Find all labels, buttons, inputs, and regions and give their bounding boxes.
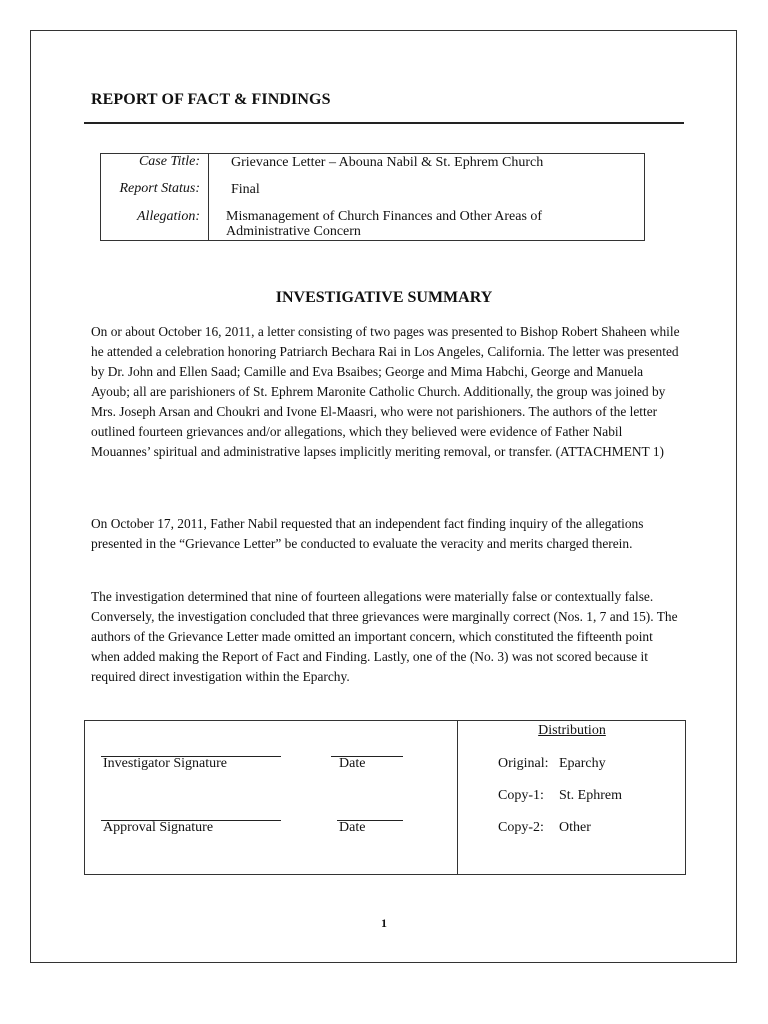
approval-signature-label: Approval Signature [103,820,214,835]
case-info-table [100,153,645,241]
investigator-signature-label: Investigator Signature [103,756,228,771]
allegation-value-continued: Administrative Concern [226,224,361,239]
signature-box-divider [457,721,458,874]
signature-distribution-box [84,720,686,875]
title-rule [84,122,684,124]
allegation-value: Mismanagement of Church Finances and Other Areas of [226,209,543,224]
investigator-date-label: Date [339,756,366,771]
case-title-label: Case Title: [138,154,200,169]
distribution-copy1-label: Copy-1: [498,788,544,803]
report-status-value: Final [231,182,260,197]
approval-date-label: Date [339,820,366,835]
report-title: REPORT OF FACT & FINDINGS [91,91,331,108]
distribution-heading: Distribution [538,723,606,738]
case-title-value: Grievance Letter – Abouna Nabil & St. Ephrem Church [231,155,544,170]
summary-paragraph-3: The investigation determined that nine of fourteen allegations were materially false or contextually false. Conversely, the investigation concluded that three grievances were marginally correct (Nos. 1, 7 and 15). The authors of the Grievance Letter made omitted an important concern, which constituted the fifteenth point when added making the Report of Fact and Finding. Lastly, one of the (No. 3) was not scored because it required direct investigation within the Eparchy. [91,589,678,684]
page-number: 1 [381,916,387,930]
distribution-copy2-label: Copy-2: [498,820,544,835]
case-table-divider [208,154,209,240]
investigative-summary-heading: INVESTIGATIVE SUMMARY [275,289,493,306]
summary-paragraph-1: On or about October 16, 2011, a letter consisting of two pages was presented to Bishop Robert Shaheen while he attended a celebration honoring Patriarch Bechara Rai in Los Angeles, California. The letter was presented by Dr. John and Ellen Saad; Camille and Eva Bsaibes; George and Mima Habchi, George and Manuela Ayoub; all are parishioners of St. Ephrem Maronite Catholic Church. Additionally, the group was joined by Mrs. Joseph Arsan and Choukri and Ivone El-Maasri, who were not parishioners. The authors of the letter outlined fourteen grievances and/or allegations, which they believed were evidence of Father Nabil Mouannes’ spiritual and administrative lapses implicitly meriting removal, or transfer. (ATTACHMENT 1) [91,324,680,459]
report-status-label: Report Status: [119,181,200,196]
distribution-copy1-value: St. Ephrem [559,788,622,803]
summary-paragraph-2: On October 17, 2011, Father Nabil requested that an independent fact finding inquiry of the allegations presented in the “Grievance Letter” be conducted to evaluate the veracity and merits charged therein. [91,516,644,551]
distribution-copy2-value: Other [559,820,591,835]
distribution-original-label: Original: [498,756,549,771]
allegation-label: Allegation: [137,209,200,224]
distribution-original-value: Eparchy [559,756,606,771]
